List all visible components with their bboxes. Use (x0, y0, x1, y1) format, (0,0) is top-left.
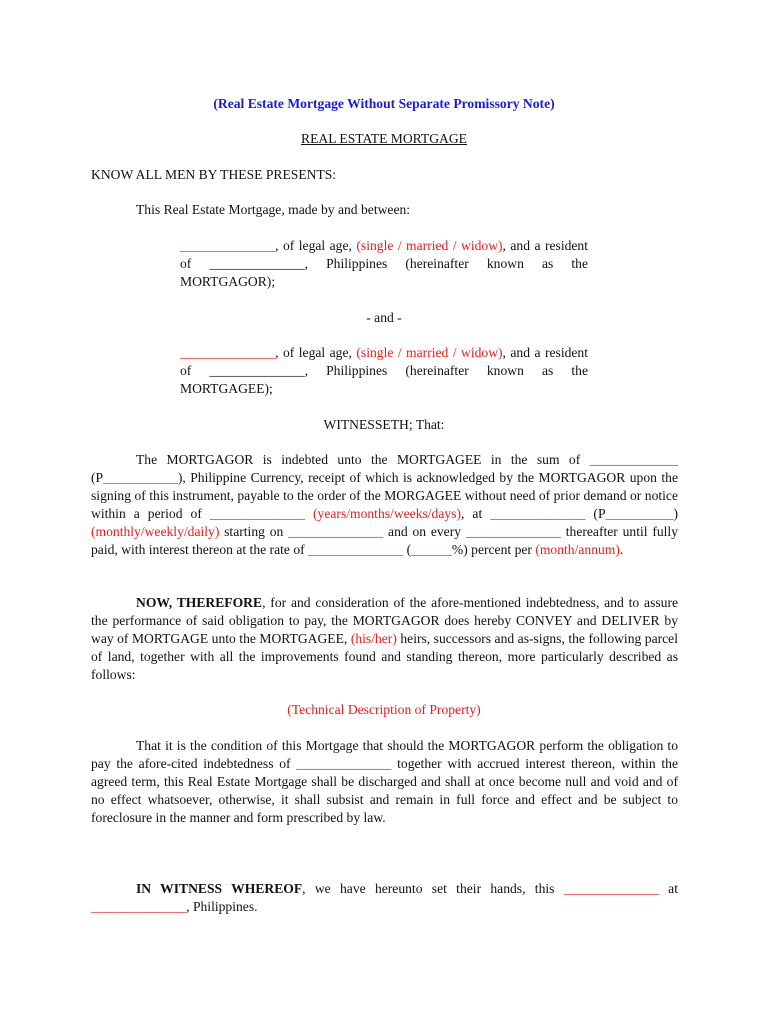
text-run: , and a resident of (180, 345, 588, 378)
now-therefore-phrase: NOW, THEREFORE (136, 595, 263, 610)
text-run: , of legal age, (275, 238, 357, 253)
frequency-placeholder: (monthly/weekly/daily) (91, 523, 220, 539)
blank-field: ______________ (296, 755, 392, 771)
text-run: , at (461, 505, 491, 521)
text-run: (P (585, 505, 606, 521)
text-run: %) percent per (451, 541, 536, 557)
text-run: , Philippines (hereinafter known as the MORTGAGOR); (180, 255, 588, 289)
text-run: ) (673, 505, 678, 521)
conveyance-paragraph (91, 594, 678, 684)
text-run: and on every (383, 523, 466, 539)
text-run: starting on (219, 523, 289, 539)
text-run: at (658, 881, 678, 896)
pronoun-placeholder: (his/her) (350, 630, 397, 646)
technical-description-placeholder: (Technical Description of Property) (287, 702, 481, 717)
text-run: heirs, successors and as-signs, the following parcel of land, together with all the improvements found and standing thereon, more particularly described as follows: (91, 630, 678, 682)
blank-field: ___________ (103, 469, 178, 485)
rate-period-placeholder: (month/annum) (535, 541, 620, 557)
text-run: That it is the condition of this Mortgage that should the MORTGAGOR perform the obligation to pay the afore-cited indebtedness of (91, 738, 678, 771)
period-unit-placeholder: (years/months/weeks/days) (305, 505, 462, 521)
blank-field: ______________ (308, 541, 404, 557)
blank-field: _____________ (589, 452, 678, 467)
witnesseth-heading: WITNESSETH; That: (323, 417, 445, 432)
text-run: , Philippines (hereinafter known as the MORTGAGEE); (180, 362, 588, 396)
and-separator: - and - (366, 310, 402, 325)
witness-paragraph (91, 880, 678, 916)
text-run: , we have hereunto set their hands, this (302, 881, 564, 896)
text-run: , Philippines. (186, 898, 258, 914)
intro-line: KNOW ALL MEN BY THESE PRESENTS: (91, 167, 337, 182)
blank-field: ______________ (91, 898, 187, 914)
blank-field: ______________ (180, 345, 276, 360)
text-run: The MORTGAGOR is indebted unto the MORTGAGEE in the sum of (136, 452, 590, 467)
blank-field: ______________ (465, 523, 561, 539)
blank-field: ______________ (209, 255, 305, 271)
blank-field: __________ (605, 505, 674, 521)
civil-status-placeholder: (single / married / widow) (356, 345, 503, 360)
blank-field: ______________ (288, 523, 384, 539)
text-run: ( (403, 541, 412, 557)
party2-block (180, 344, 588, 398)
made-between-line: This Real Estate Mortgage, made by and between: (136, 202, 411, 217)
blank-field: ______ (411, 541, 452, 557)
party1-block (180, 237, 588, 291)
blank-field: ______________ (180, 238, 276, 253)
blank-field: ______________ (209, 362, 305, 378)
text-run: (P (91, 469, 104, 485)
text-run: thereafter until fully paid, with interest thereon at the rate of (91, 523, 678, 557)
document-title: REAL ESTATE MORTGAGE (301, 131, 467, 146)
indebtedness-paragraph (91, 451, 678, 558)
text-run: . (619, 541, 624, 557)
text-run: , and a resident of (180, 238, 588, 271)
civil-status-placeholder: (single / married / widow) (356, 238, 503, 253)
blank-field: ______________ (209, 505, 306, 521)
text-run: , of legal age, (275, 345, 357, 360)
blank-field: ______________ (490, 505, 586, 521)
in-witness-whereof-phrase: IN WITNESS WHEREOF (136, 881, 303, 896)
text-run: , for and consideration of the afore-mentioned indebtedness, and to assure the performance of said obligation to pay, the MORTGAGOR does hereby CONVEY and DELIVER by way of MORTGAGE unto the MORTGAGEE, (91, 595, 679, 646)
blank-field: ______________ (563, 881, 659, 896)
condition-paragraph (91, 737, 678, 827)
document-subtitle: (Real Estate Mortgage Without Separate Promissory Note) (213, 96, 555, 111)
text-run: together with accrued interest thereon, within the agreed term, this Real Estate Mortgage shall be discharged and shall at once become null and void and of no effect whatsoever, otherwise, it shall subsist and remain in full force and effect and be subject to foreclosure in the manner and form prescribed by law. (91, 755, 678, 825)
text-run: ), Philippine Currency, receipt of which is acknowledged by the MORTGAGOR upon the signing of this instrument, payable to the order of the MORGAGEE without need of prior demand or notice within a period of (91, 469, 678, 521)
